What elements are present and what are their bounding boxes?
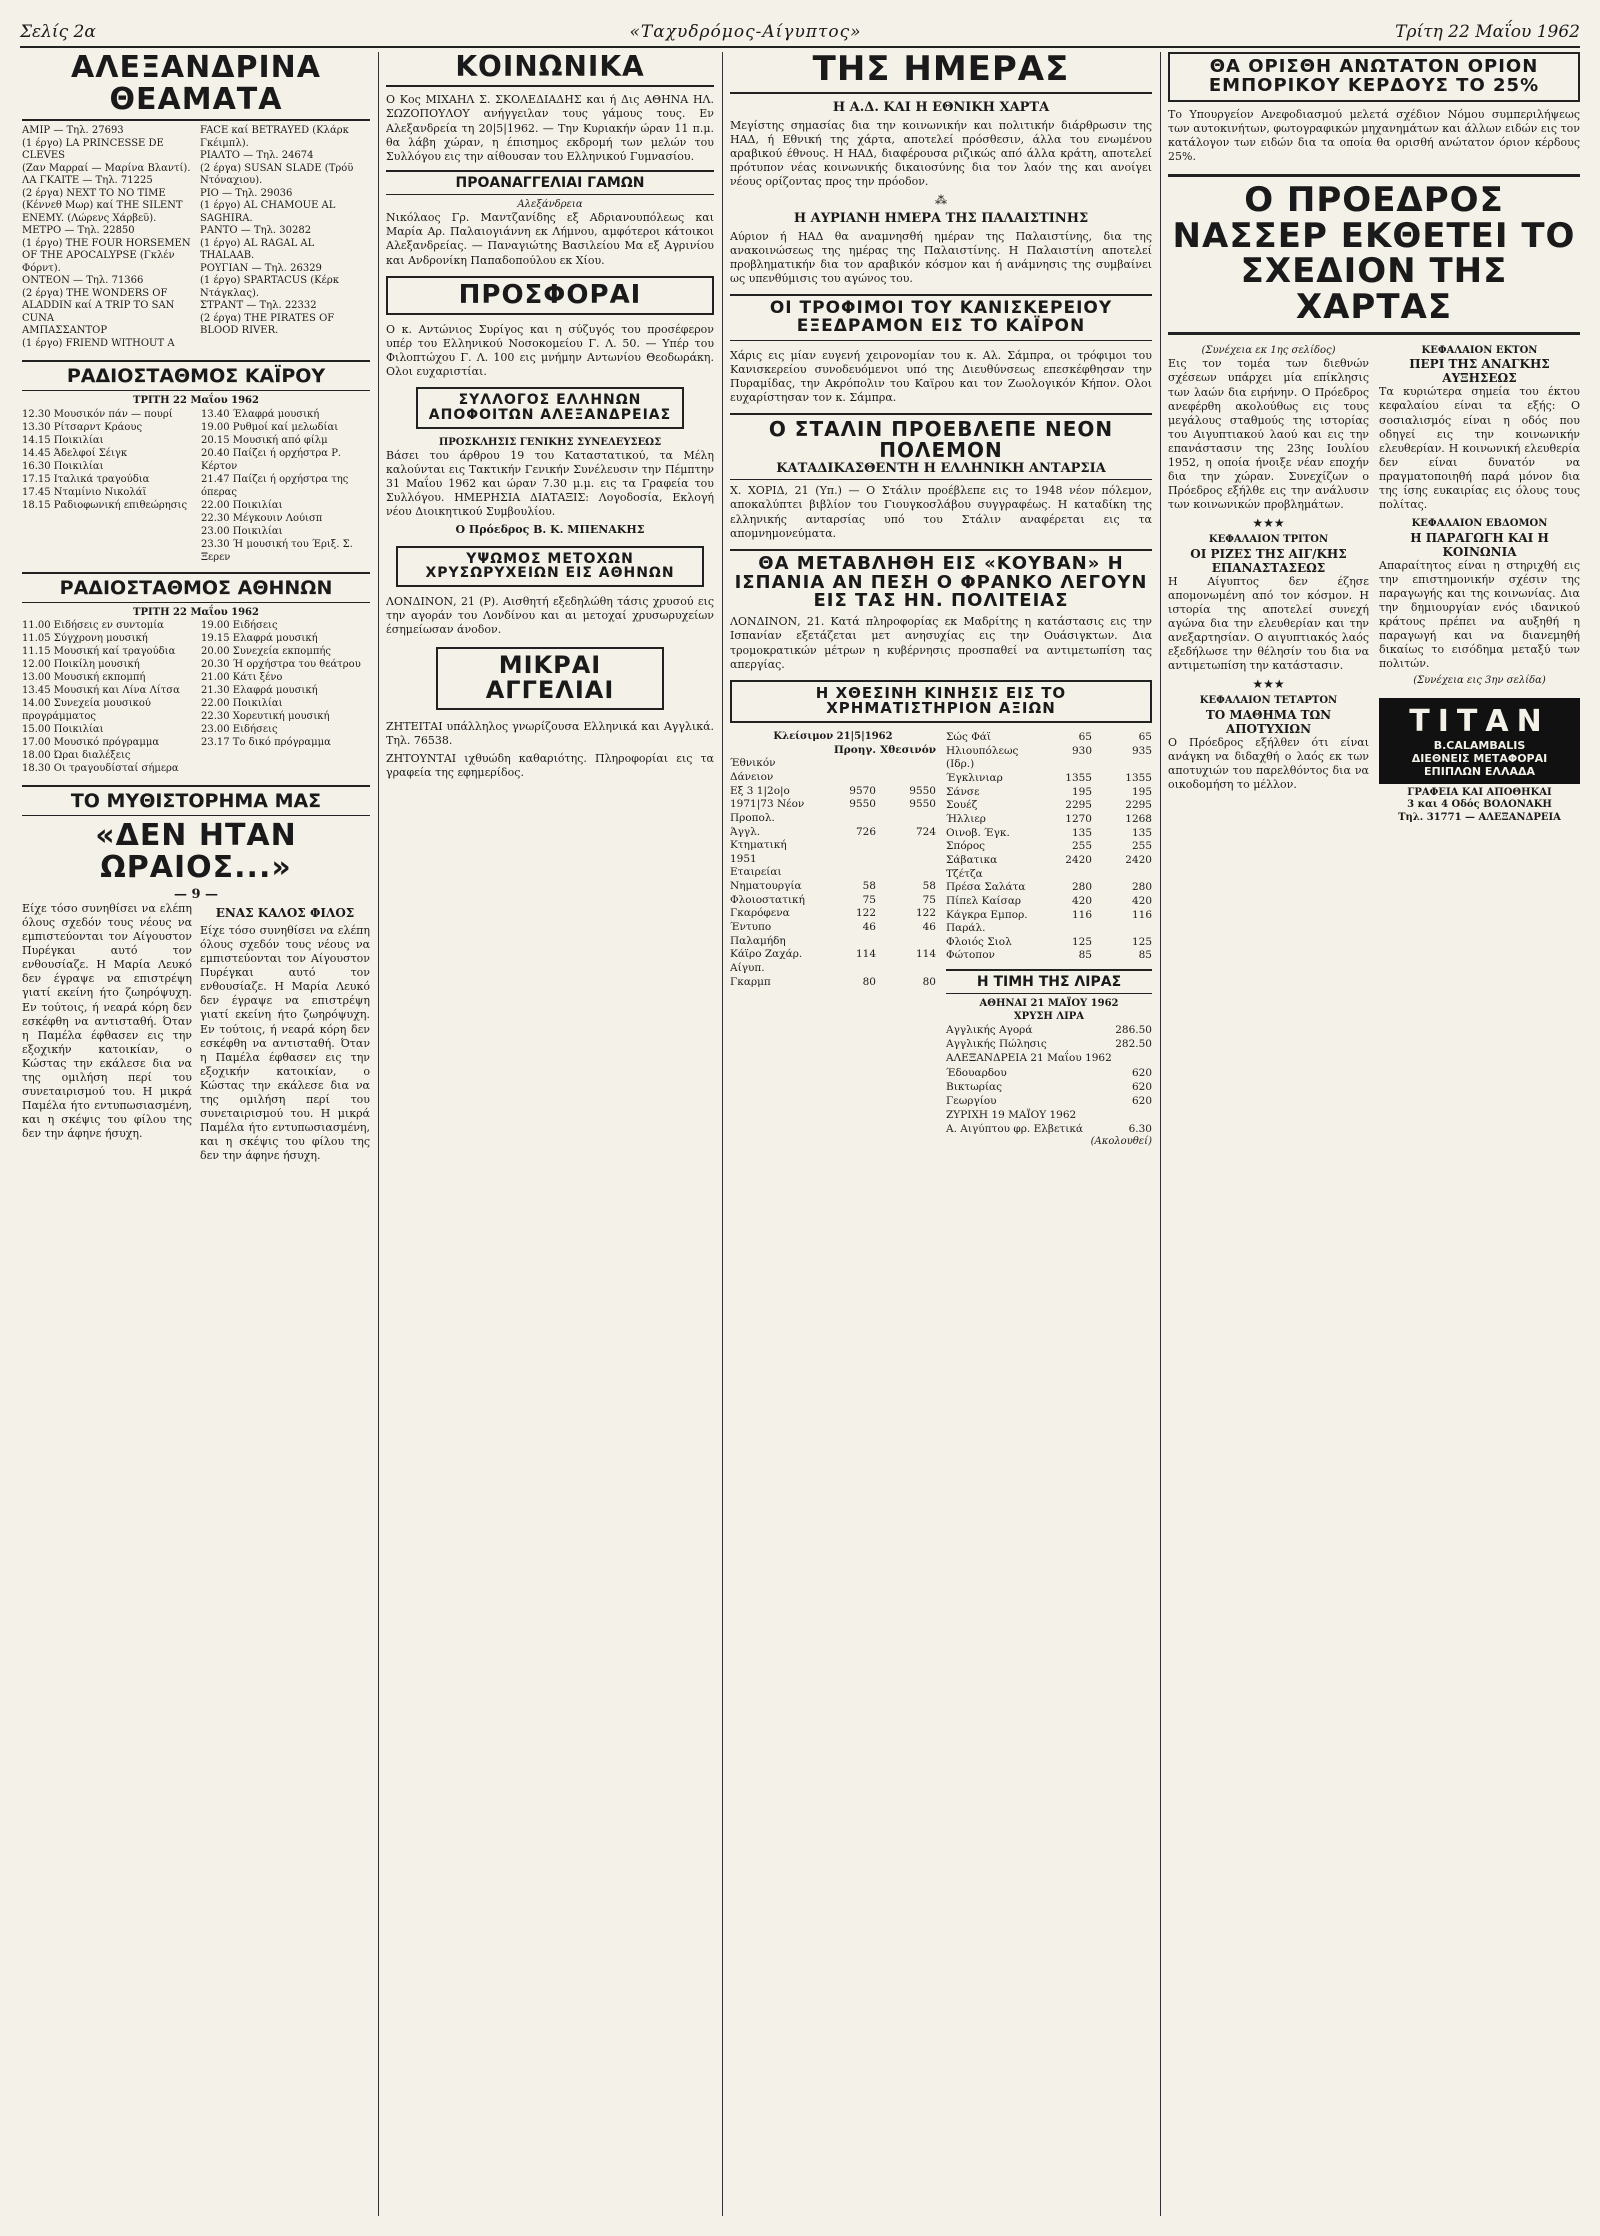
novel-part: — 9 — xyxy=(173,887,219,902)
table-cell: 85 xyxy=(1078,949,1092,962)
theatre-entry: ΡΙΑΛΤΟ — Τηλ. 24674 xyxy=(200,150,314,161)
table-row xyxy=(946,1051,1152,1065)
radio-program-item: 14.00 Συνεχεία μουσικού προγράμματος xyxy=(22,698,152,722)
theatre-entry: ΛΑ ΓΚΑΙΤΕ — Τηλ. 71225 xyxy=(22,175,153,186)
theatre-entry: ΡΟΥΓΙΑΝ — Τηλ. 26329 xyxy=(200,262,322,274)
separator-mark: ★★★ xyxy=(1252,677,1285,692)
table-cell: 46 xyxy=(862,921,876,934)
table-cell: 125 xyxy=(1071,935,1092,948)
radio-program-item: 20.30 Ή ορχήστρα του θεάτρου xyxy=(201,659,361,670)
table-cell: Έγκλινιαρ xyxy=(946,772,1003,785)
table-cell: 58 xyxy=(922,880,936,893)
column-day xyxy=(730,52,1152,2224)
separator-mark: ⁂ xyxy=(935,193,947,208)
table-cell: Εταιρείαι xyxy=(730,866,782,879)
table-row xyxy=(946,854,1152,881)
cuba-heading: ΘΑ ΜΕΤΑΒΛΗΘΗ ΕΙΣ «ΚΟΥΒΑΝ» Η ΙΣΠΑΝΙΑ ΑΝ ΠΕΣΗ Ο ΦΡΑΝΚΟ ΛΕΓΟΥΝ ΕΙΣ ΤΑΣ ΗΝ. ΠΟΛΙΤΕΙΑΣ xyxy=(730,549,1152,612)
table-cell: 2295 xyxy=(1125,799,1152,812)
table-row xyxy=(946,895,1152,909)
table-cell: Σάβατικα Τζέτζα xyxy=(946,853,998,880)
table-cell: 724 xyxy=(915,825,936,838)
novel-text-continued: Είχε τόσο συνηθίσει να ελέπη όλους σχεδόν τους νέους να εμπιστεύονται τον Αίγουστον Πυρέγκαι αυτό τον ενθουσίαζε. Η Μαρία Λευκό δεν έγραψε να επιστρέψη γιατί εκείνη ήτο ζωηρόψυχη. Εν τούτοις, ή νεαρά κόρη δεν εσκέφθη να αντισταθή. Όταν η Παμέλα έφθασεν εις την εξοχικήν κατοικίαν, ο Κώστας την εκάλεσε δια να της ομιλήση περί του συνεταιρισμού του. Η μικρά Παμέλα ήτο εντυπωσιασμένη, και η σκέψις του φίλου της δεν την άφηνε ήσυχη. xyxy=(200,924,370,1163)
nasser-continued: (Συνέχεια εκ 1ης σελίδος) xyxy=(1201,344,1336,356)
column-rule xyxy=(722,52,723,2216)
chapter4-subheading: ΤΟ ΜΑΘΗΜΑ ΤΩΝ ΑΠΟΤΥΧΙΩΝ xyxy=(1205,707,1332,736)
offers-heading: ΠΡΟΣΦΟΡΑΙ xyxy=(386,276,714,315)
table-cell: Φλοιοστατική xyxy=(730,893,805,906)
titan-offices: ΓΡΑΦΕΙΑ ΚΑΙ ΑΠΟΘΗΚΑΙ xyxy=(1407,786,1552,798)
radio-program-item: 11.15 Μουσική καί τραγούδια xyxy=(22,646,176,657)
table-cell: ΑΛΕΞΑΝΔΡΕΙΑ 21 Μαΐου 1962 xyxy=(946,1052,1112,1065)
table-cell: 420 xyxy=(1071,894,1092,907)
theatre-entry: ΑΜΠΑΣΣΑΝΤΟΡ xyxy=(22,325,108,336)
engagements-heading: ΠΡΟΑΝΑΓΓΕΛΙΑΙ ΓΑΜΩΝ xyxy=(386,170,714,195)
canal-heading: ΟΙ ΤΡΟΦΙΜΟΙ ΤΟΥ ΚΑΝΙΣΚΕΡΕΙΟΥ ΕΞΕΔΡΑΜΟΝ ΕΙΣ ΤΟ ΚΑΪΡΟΝ xyxy=(730,294,1152,341)
titan-company: B.CALAMBALIS xyxy=(1433,738,1526,752)
gold-shares-text: ΛΟΝΔΙΝΟΝ, 21 (Ρ). Αισθητή εξεδηλώθη τάσις χρυσού εις την αγοράν του Λονδίνου και αι μετοχαί χρυσωρυχείων έσημείωσαν άνοδον. xyxy=(386,594,714,637)
table-cell: Αγγλικής Πώλησις xyxy=(946,1038,1047,1051)
table-row xyxy=(730,866,936,880)
table-cell: Γκαρόφενα xyxy=(730,907,790,920)
market-date: Κλείσιμον 21|5|1962 xyxy=(773,731,893,743)
table-cell: 75 xyxy=(922,893,936,906)
radio-program-item: 12.00 Ποικίλη μουσική xyxy=(22,659,140,670)
radio-program-item: 13.45 Μουσική και Λίνα Λίτσα xyxy=(22,685,180,696)
table-row xyxy=(730,798,936,825)
table-cell: 282.50 xyxy=(1115,1038,1152,1051)
radio-program-item: 14.15 Ποικιλίαι xyxy=(22,434,104,446)
table-cell: Γεωργίου xyxy=(946,1094,997,1107)
theatre-entry: ΡΙΟ — Τηλ. 29036 xyxy=(200,187,293,199)
pound-date: ΑΘΗΝΑΙ 21 ΜΑΪΟΥ 1962 xyxy=(979,998,1119,1010)
radio-program-item: 13.30 Ρίτσαρντ Κράους xyxy=(22,421,143,433)
radio-program-item: 20.40 Παίζει ή ορχήστρα Ρ. Κέρτον xyxy=(201,447,342,472)
table-cell xyxy=(816,866,876,880)
chapter4-text: Ο Πρόεδρος εξήλθεν ότι είναι ανάγκη να διδαχθή ο λαός εκ των αποτυχιών του παρελθόντος δια να οικοδομήση το μέλλον. xyxy=(1168,735,1369,791)
radio-athens-heading: ΡΑΔΙΟΣΤΑΘΜΟΣ ΑΘΗΝΩΝ xyxy=(22,572,370,603)
theatre-entry: (2 έργα) THE WONDERS OF ALADDIN καί A TRIP TO SAN CUNA xyxy=(22,287,175,324)
radio-program-item: 22.30 Μέγκουιν Λούισπ xyxy=(201,512,323,524)
table-cell: Έντυπο Παλαμήδη xyxy=(730,921,786,947)
column-social xyxy=(386,52,714,2224)
association-subheading: ΠΡΟΣΚΛΗΣΙΣ ΓΕΝΙΚΗΣ ΣΥΝΕΛΕΥΣΕΩΣ xyxy=(438,436,662,448)
theatre-entry: (2 έργα) SUSAN SLADE (Τρόϋ Ντόναχιου). xyxy=(200,162,354,186)
chapter4-heading: ΚΕΦΑΛΑΙΟΝ ΤΕΤΑΡΤΟΝ xyxy=(1199,695,1338,707)
radio-program-item: 11.05 Σύγχρονη μουσική xyxy=(22,633,148,644)
radio-program-item: 19.00 Ρυθμοί καί μελωδίαι xyxy=(201,421,339,433)
radio-program-item: 23.17 Το δικό πρόγραμμα xyxy=(201,737,331,748)
table-row xyxy=(730,880,936,894)
theatre-entry: ΑΜΙΡ — Τηλ. 27693 xyxy=(22,125,124,136)
radio-program-item: 22.30 Χορευτική μουσική xyxy=(201,711,330,722)
table-row xyxy=(946,840,1152,854)
table-cell: 620 xyxy=(1131,1094,1152,1107)
ceiling-heading: ΘΑ ΟΡΙΣΘΗ ΑΝΩΤΑΤΟΝ ΟΡΙΟΝ ΕΜΠΟΡΙΚΟΥ ΚΕΡΔΟΥΣ ΤΟ 25% xyxy=(1168,52,1580,102)
table-cell: 122 xyxy=(915,907,936,920)
radio-program-item: 20.00 Συνεχεία εκπομπής xyxy=(201,646,331,657)
table-cell: 2295 xyxy=(1065,799,1092,812)
radio-athens-list-a xyxy=(22,619,191,775)
classifieds-heading: ΜΙΚΡΑΙ ΑΓΓΕΛΙΑΙ xyxy=(436,647,664,709)
table-row xyxy=(946,745,1152,772)
table-cell: 280 xyxy=(1131,881,1152,894)
table-cell: Σώς Φάϊ xyxy=(946,731,992,744)
chapter3-subheading: ΟΙ ΡΙΖΕΣ ΤΗΣ ΑΙΓ/ΚΗΣ ΕΠΑΝΑΣΤΑΣΕΩΣ xyxy=(1190,546,1347,575)
market-heading: Η ΧΘΕΣΙΝΗ ΚΙΝΗΣΙΣ ΕΙΣ ΤΟ ΧΡΗΜΑΤΙΣΤΗΡΙΟΝ ΑΞΙΩΝ xyxy=(730,680,1152,724)
theatre-entry: (1 έργο) AL RAGAL AL THALAAB. xyxy=(200,237,315,261)
table-cell: 930 xyxy=(1071,744,1092,757)
radio-program-item: 19.00 Ειδήσεις xyxy=(201,620,278,631)
table-cell: 280 xyxy=(1071,881,1092,894)
table-row xyxy=(946,827,1152,841)
issue-date: Τρίτη 22 Μαΐου 1962 xyxy=(1395,22,1580,42)
novel-text: Είχε τόσο συνηθίσει να ελέπη όλους σχεδόν τους νέους να εμπιστεύονται τον Αίγουστον Πυρέγκαι αυτό τον ενθουσίαζε. Η Μαρία Λευκό δεν έγραψε να επιστρέψη γιατί εκείνη ήτο ζωηρόψυχη. Εν τούτοις, ή νεαρά κόρη δεν εσκέφθη να αντισταθή. Όταν η Παμέλα έφθασεν εις την εξοχικήν κατοικίαν, ο Κώστας την εκάλεσε δια να της ομιλήση περί του συνεταιρισμού του. Η μικρά Παμέλα ήτο εντυπωσιασμένη, και η σκέψις του φίλου της δεν την άφηνε ήσυχη. xyxy=(22,902,192,1141)
theatre-entry: (2 έργα) NEXT TO NO TIME xyxy=(22,187,166,199)
theatre-entry: (Ζαν Μαρραί — Μαρίνα Βλαντί). xyxy=(22,162,191,174)
table-cell: Αγγλικής Αγορά xyxy=(946,1024,1033,1037)
theatre-entry: (1 έργο) SPARTACUS (Κέρκ Ντάγκλας). xyxy=(200,275,339,299)
radio-program-item: 19.15 Ελαφρά μουσική xyxy=(201,633,318,644)
table-row xyxy=(946,772,1152,786)
radio-program-item: 16.30 Ποικιλίαι xyxy=(22,460,104,472)
table-cell: Βικτωρίας xyxy=(946,1080,1003,1093)
table-row xyxy=(730,921,936,948)
masthead xyxy=(20,18,1580,48)
stalin-heading: Ο ΣΤΑΛΙΝ ΠΡΟΕΒΛΕΠΕ ΝΕΟΝ ΠΟΛΕΜΟΝ xyxy=(730,413,1152,461)
radio-program-item: 13.40 Έλαφρά μουσική xyxy=(201,408,320,420)
radio-program-item: 13.00 Μουσική εκπομπή xyxy=(22,672,146,683)
chapter6-text: Τα κυριώτερα σημεία του έκτου κεφαλαίου είναι τα εξής: Ο σοσιαλισμός είναι η οδός που οδηγεί εις την κοινωνικήν ελευθερίαν. Η κοινωνική ελευθερία δεν είναι δυνατόν να πραγματοποιηθή παρά μόνον δια της ίσης ευκαιρίας εις όλους τους πολίτας. xyxy=(1379,385,1580,511)
radio-program-item: 18.00 Ώραι διαλέξεις xyxy=(22,750,131,761)
table-row xyxy=(946,731,1152,745)
table-cell: ΖΥΡΙΧΗ 19 ΜΑΪΟΥ 1962 xyxy=(946,1109,1077,1122)
association-heading: ΣΥΛΛΟΓΟΣ ΕΛΛΗΝΩΝ ΑΠΟΦΟΙΤΩΝ ΑΛΕΞΑΝΔΡΕΙΑΣ xyxy=(416,387,684,428)
table-cell xyxy=(816,757,876,784)
radio-program-item: 22.00 Ποικιλίαι xyxy=(201,499,283,511)
chapter3-text: Η Αίγυπτος δεν έζησε απομονωμένη από τον κόσμον. Η ιστορία της αποτελεί συνεχή αγώνα δια την ελευθερίαν και την ανεξαρτησίαν. Ο αιγυπτιακός λαός εξεδήλωσε την θέλησίν του δια να αντιμετωπίση την κατάστασιν. xyxy=(1168,574,1369,673)
table-cell: 135 xyxy=(1131,826,1152,839)
table-cell: 420 xyxy=(1131,894,1152,907)
radio-program-item: 17.45 Νταμίνιο Νικολάϊ xyxy=(22,486,147,498)
radio-athens-list-b xyxy=(201,619,370,775)
nasser-body xyxy=(1168,345,1580,824)
day-article1-text: Μεγίστης σημασίας δια την κοινωνικήν και πολιτικήν διάρθρωσιν της ΗΑΔ, ή Εθνική της χάρτα, αποτελεί πρόσθεσιν, άλλα του ενωμένου αραβικού έθνους. Η ΗΑΔ, διαφέρουσα ριζικώς από άλλα κράτη, αποτελεί πρότυπον νέας κοινωνικής δικαιοσύνης δια τον λαόν της και ανοίγει νέους ορίζοντας προς την πρόοδον. xyxy=(730,118,1152,188)
theatre-entry: (1 έργο) AL CHAMOUE AL SAGHIRA. xyxy=(200,200,336,224)
table-row xyxy=(730,894,936,908)
novel-body xyxy=(22,902,370,1163)
table-row xyxy=(730,757,936,784)
radio-program-item: 22.00 Ποικιλίαι xyxy=(201,698,283,709)
table-cell: 2420 xyxy=(1125,853,1152,866)
table-cell: 255 xyxy=(1131,840,1152,853)
titan-address: 3 και 4 Οδός ΒΟΛΟΝΑΚΗ xyxy=(1407,799,1552,811)
radio-cairo-list-b xyxy=(201,408,370,564)
table-header-cell xyxy=(730,744,816,758)
table-cell: 75 xyxy=(862,893,876,906)
table-cell: Πίπελ Καίσαρ xyxy=(946,894,1022,907)
titan-phone: Τηλ. 31771 — ΑΛΕΞΑΝΔΡΕΙΑ xyxy=(1398,811,1561,823)
table-cell: 125 xyxy=(1131,935,1152,948)
radio-program-item: 17.15 Ιταλικά τραγούδια xyxy=(22,473,150,485)
newspaper-title: «Ταχυδρόμος-Αίγυπτος» xyxy=(629,22,862,42)
social-heading: ΚΟΙΝΩΝΙΚΑ xyxy=(386,52,714,87)
table-cell: Α. Αιγύπτου φρ. Ελβετικά xyxy=(946,1123,1083,1136)
table-cell: 116 xyxy=(1131,908,1152,921)
table-cell: 1270 xyxy=(1065,813,1092,826)
table-header-cell: Χθεσινόν xyxy=(880,743,936,756)
table-cell: 2420 xyxy=(1065,853,1092,866)
table-cell: 9550 xyxy=(909,784,936,797)
table-row xyxy=(946,949,1152,963)
novel-section-heading: ΤΟ ΜΥΘΙΣΤΟΡΗΜΑ ΜΑΣ xyxy=(22,785,370,816)
theatres-list-left xyxy=(22,125,192,350)
table-cell: 65 xyxy=(1078,731,1092,744)
chapter7-text: Απαραίτητος είναι η στηριχθή εις την επιστημονικήν σχέσιν της παραγωγής και της κοινωνίας. Δια την δημιουργίαν ενός ιδανικού κράτους πρέπει να αυξηθή η παραγωγή και να διανεμηθή δικαίως το εισόδημα μεταξύ των πολιτών. xyxy=(1379,558,1580,671)
table-cell: 46 xyxy=(922,921,936,934)
table-cell: Άγγλ. Κτηματική 1951 xyxy=(730,825,787,865)
continued-note: (Συνέχεια εις 3ην σελίδα) xyxy=(1413,675,1546,687)
table-cell: 9570 xyxy=(849,784,876,797)
radio-program-item: 23.00 Ποικιλίαι xyxy=(201,525,283,537)
radio-program-item: 23.30 Ή μουσική του Έριξ. Σ. Ξερεν xyxy=(201,538,353,563)
titan-advertisement xyxy=(1379,698,1580,784)
table-row xyxy=(946,881,1152,895)
table-cell: 122 xyxy=(855,907,876,920)
table-row xyxy=(730,826,936,867)
ceiling-text: Το Υπουργείον Ανεφοδιασμού μελετά σχέδιον Νόμου συμπεριλήψεως των αυτοκινήτων, φωτογραφικών μηχανημάτων και άλλων ειδών εις τον κατάλογον των ειδών δια τα οποία θα ορισθή ανώτατον όριον κέρδους 25%. xyxy=(1168,107,1580,164)
table-row xyxy=(946,1037,1152,1051)
table-cell: 195 xyxy=(1131,785,1152,798)
radio-program-item: 11.00 Ειδήσεις εν συντομία xyxy=(22,620,164,631)
column-nasser xyxy=(1168,52,1580,2224)
table-row xyxy=(730,976,936,990)
page-number: Σελίς 2α xyxy=(20,22,96,42)
radio-athens-schedule xyxy=(22,619,370,775)
radio-program-item: 23.00 Ειδήσεις xyxy=(201,724,278,735)
table-cell: 935 xyxy=(1131,744,1152,757)
association-text: Βάσει του άρθρου 19 του Καταστατικού, τα Μέλη καλούνται εις Τακτικήν Γενικήν Συνέλευσιν την Πέμπτην 31 Μαΐου 1962 και ώραν 7.30 μ.μ. εις τα Γραφεία του Συλλόγου. ΗΜΕΡΗΣΙΑ ΔΙΑΤΑΞΙΣ: Λογοδοσία, Εκλογή νέου Διοικητικού Συμβουλίου. xyxy=(386,449,714,519)
table-cell: 116 xyxy=(1071,908,1092,921)
table-cell: 114 xyxy=(855,948,876,961)
table-cell: 195 xyxy=(1071,785,1092,798)
titan-service-2: ΕΠΙΠΛΩΝ ΕΛΛΑΔΑ xyxy=(1424,764,1535,778)
table-cell: 6.30 xyxy=(1128,1123,1152,1136)
offers-text: Ο κ. Αντώνιος Συρίγος και η σύζυγός του προσέφερον υπέρ του Ελληνικού Νοσοκομείου Γ. Λ. 50. — Υπέρ του Φιλοπτώχου Γ. Λ. 100 εις μνήμην Αντωνίου Θεοδωράκη. Ολοι ευχαριστίαι. xyxy=(386,322,714,379)
social-text: Ο Κος ΜΙΧΑΗΛ Σ. ΣΚΟΛΕΔΙΑΔΗΣ και ή Δις ΑΘΗΝΑ ΗΛ. ΣΩΖΟΠΟΥΛΟΥ ανήγγειλαν τους γάμους τους. Εν Αλεξανδρεία τη 20|5|1962. — Την Κυριακήν ώραν 11 π.μ. θα λάβη χώραν, η έπισημος εκδρομή των μελών του Συλλόγου εις την αίθουσαν του Ελληνικού Γυμνασίου. xyxy=(386,93,714,163)
table-cell: Ηλιουπόλεως (Ιδρ.) xyxy=(946,744,1019,771)
canal-text: Χάρις εις μίαν ευγενή χειρονομίαν του κ. Αλ. Σάμπρα, οι τρόφιμοι του Κανισκερείου συνοδευόμενοι υπό της Διευθύνσεως επεσκέφθησαν την Πυραμίδας, την Ακρόπολιν του Καϊρου και τον Ζωολογικόν Κήπον. Ολοι ευχαρίστησαν τον κ. Σάμπρα. xyxy=(730,349,1152,405)
theatre-entry: (1 έργο) FRIEND WITHOUT A xyxy=(22,337,175,349)
table-row xyxy=(946,1122,1152,1136)
column-theatres-radio-novel xyxy=(22,52,370,2224)
theatre-entry: (Κέννεθ Μωρ) καί THE SILENT ENEMY. (Λώρενς Χάρβεϋ). xyxy=(22,200,183,224)
radio-program-item: 12.30 Μουσικόν πάν — πουρί xyxy=(22,408,173,420)
pound-subheading: ΧΡΥΣΗ ΛΙΡΑ xyxy=(1013,1010,1085,1022)
novel-subhead: ΕΝΑΣ ΚΑΛΟΣ ΦΙΛΟΣ xyxy=(215,906,355,920)
table-cell: 65 xyxy=(1138,731,1152,744)
table-cell: Πρέσα Σαλάτα xyxy=(946,881,1026,894)
table-row xyxy=(946,1108,1152,1122)
day-article1-head: Η Α.Δ. ΚΑΙ Η ΕΘΝΙΚΗ ΧΑΡΤΑ xyxy=(832,99,1050,115)
table-cell: 620 xyxy=(1131,1066,1152,1079)
table-cell: Φώτοπον xyxy=(946,949,995,962)
radio-program-item: 21.30 Ελαφρά μουσική xyxy=(201,685,318,696)
stalin-text: Χ. ΧΟΡΙΔ, 21 (Υπ.) — Ο Στάλιν προέβλεπε εις το 1948 νέον πόλεμον, αποκαλύπτει βιβλίον του Γιουγκοσλάβου συγγραφέως. Η καταδίκη της ελληνικής ανταρσίας υπό του Στάλιν αναφέρεται εις τα απομνημονεύματα. xyxy=(730,484,1152,540)
table-cell: Ήλλιερ xyxy=(946,813,986,826)
table-cell: Σάνσε xyxy=(946,785,980,798)
table-cell: 9550 xyxy=(849,798,876,811)
pound-table xyxy=(946,1023,1152,1136)
table-row xyxy=(946,786,1152,800)
table-cell: 1268 xyxy=(1125,813,1152,826)
classified-ad: ΖΗΤΕΙΤΑΙ υπάλληλος γνωρίζουσα Ελληνικά και Αγγλικά. Τηλ. 76538. xyxy=(386,719,714,747)
radio-cairo-heading: ΡΑΔΙΟΣΤΑΘΜΟΣ ΚΑΪΡΟΥ xyxy=(22,360,370,391)
table-cell xyxy=(876,757,936,784)
nasser-heading: Ο ΠΡΟΕΔΡΟΣ ΝΑΣΣΕΡ ΕΚΘΕΤΕΙ ΤΟ ΣΧΕΔΙΟΝ ΤΗΣ ΧΑΡΤΑΣ xyxy=(1168,174,1580,335)
titan-service: ΔΙΕΘΝΕΙΣ ΜΕΤΑΦΟΡΑΙ xyxy=(1411,751,1548,765)
table-cell: Έδουαρδου xyxy=(946,1066,1007,1079)
theatre-entry: (1 έργο) LA PRINCESSE DE CLEVES xyxy=(22,137,164,161)
table-row xyxy=(946,1080,1152,1094)
table-cell: 80 xyxy=(922,975,936,988)
table-cell: 135 xyxy=(1071,826,1092,839)
day-article2-text: Αύριον ή ΗΑΔ θα αναμνησθή ημέραν της Παλαιστίνης, δια της ανακοινώσεως της ημέρας της Παλαιστίνης. Η Παλαιστίνη αποτελεί προβληματικήν δια τον αραβικόν κόσμον και ή ανάμνησις της συμβαίνει ως υπενθύμισις του αγώνος του. xyxy=(730,230,1152,286)
table-cell: 726 xyxy=(855,825,876,838)
table-cell: 9550 xyxy=(909,798,936,811)
table-cell: Οινοβ. Έγκ. xyxy=(946,826,1010,839)
table-cell: Εξ 3 1|2ο|ο xyxy=(730,784,790,797)
table-header xyxy=(730,744,936,758)
table-row xyxy=(946,799,1152,813)
chapter3-heading: ΚΕΦΑΛΑΙΟΝ ΤΡΙΤΟΝ xyxy=(1208,534,1329,546)
table-cell: Σουέζ xyxy=(946,799,978,812)
chapter7-heading: ΚΕΦΑΛΑΙΟΝ ΕΒΔΟΜΟΝ xyxy=(1411,518,1548,530)
radio-program-item: 18.30 Οι τραγουδίσταί σήμερα xyxy=(22,763,179,774)
radio-program-item: 17.00 Μουσικό πρόγραμμα xyxy=(22,737,160,748)
table-cell: 255 xyxy=(1071,840,1092,853)
radio-cairo-list-a xyxy=(22,408,191,564)
radio-program-item: 15.00 Ποικιλίαι xyxy=(22,724,104,735)
table-row xyxy=(946,909,1152,936)
day-article2-head: Η ΑΥΡΙΑΝΗ ΗΜΕΡΑ ΤΗΣ ΠΑΛΑΙΣΤΙΝΗΣ xyxy=(793,211,1089,227)
theatre-entry: FACE καί BETRAYED (Κλάρκ Γκέιμπλ). xyxy=(200,125,349,149)
theatre-entry: ΟΝΤΕΟΝ — Τηλ. 71366 xyxy=(22,275,144,286)
table-cell: Γκαρμπ xyxy=(730,975,771,988)
pound-heading: Η ΤΙΜΗ ΤΗΣ ΛΙΡΑΣ xyxy=(946,969,1152,994)
titan-logo: ΤΙΤΑΝ xyxy=(1409,703,1550,739)
theatre-entry: ΣΤΡΑΝΤ — Τηλ. 22332 xyxy=(200,300,317,311)
continued-note: (Ακολουθεί) xyxy=(1090,1136,1152,1148)
stalin-subheading: ΚΑΤΑΔΙΚΑΣΘΕΝΤΗ Η ΕΛΛΗΝΙΚΗ ΑΝΤΑΡΣΙΑ xyxy=(730,461,1152,480)
theatre-entry: ΜΕΤΡΟ — Τηλ. 22850 xyxy=(22,225,135,236)
classified-ad: ΖΗΤΟΥΝΤΑΙ ιχθυώδη καθαριότης. Πληροφορίαι εις τα γραφεία της εφημερίδος. xyxy=(386,751,714,779)
table-row xyxy=(946,813,1152,827)
chapter7-subheading: Η ΠΑΡΑΓΩΓΗ ΚΑΙ Η ΚΟΙΝΩΝΙΑ xyxy=(1410,530,1549,559)
stocks-table xyxy=(946,731,1152,963)
chapter6-heading: ΚΕΦΑΛΑΙΟΝ ΕΚΤΟΝ xyxy=(1421,344,1538,356)
radio-program-item: 18.15 Ραδιοφωνική επιθεώρησις xyxy=(22,499,188,511)
gold-shares-heading: ΥΨΩΜΟΣ ΜΕΤΟΧΩΝ ΧΡΥΣΩΡΥΧΕΙΩΝ ΕΙΣ ΑΘΗΝΩΝ xyxy=(396,546,704,587)
theatres-list-right xyxy=(200,125,370,350)
theatre-entry: (1 έργο) THE FOUR HORSEMEN OF THE APOCALYPSE (Γκλέν Φόρντ). xyxy=(22,237,191,274)
radio-cairo-date: ΤΡΙΤΗ 22 Μαΐου 1962 xyxy=(133,395,259,406)
table-cell: 85 xyxy=(1138,949,1152,962)
column-rule xyxy=(378,52,379,2216)
table-row xyxy=(730,907,936,921)
table-cell: 1971|73 Νέον Προπολ. xyxy=(730,798,805,824)
engagements-text: Νικόλαος Γρ. Μαντζανίδης εξ Αδριανουπόλεως και Μαρία Αρ. Παλαιογιάννη εκ Λήμνου, αμφότεροι κάτοικοι Αλεξανδρείας. — Παναγιώτης Βασιλείου Μα εξ Αγρινίου και Ανδρονίκη Παπαδοπούλου εκ Χίου. xyxy=(386,211,714,267)
table-row xyxy=(946,1066,1152,1080)
table-cell: Κάγκρα Εμπορ. Παράλ. xyxy=(946,908,1028,935)
table-cell: Κάϊρο Ζαχάρ. Αίγυπ. xyxy=(730,948,803,974)
theatre-entry: (2 έργα) THE PIRATES OF BLOOD RIVER. xyxy=(200,312,335,336)
separator-mark: ★★★ xyxy=(1252,516,1285,531)
day-heading: ΤΗΣ ΗΜΕΡΑΣ xyxy=(730,52,1152,94)
table-cell: 58 xyxy=(862,880,876,893)
column-rule xyxy=(1160,52,1161,2216)
table-cell: Νηματουργία xyxy=(730,880,802,893)
table-cell: 620 xyxy=(1131,1080,1152,1093)
table-cell: Φλοιός Σιολ xyxy=(946,935,1012,948)
radio-program-item: 21.47 Παίζει ή ορχήστρα της όπερας xyxy=(201,473,349,498)
table-row xyxy=(730,948,936,975)
table-cell: Έθνικόν Δάνειον xyxy=(730,757,776,783)
table-cell xyxy=(876,866,936,880)
table-row xyxy=(730,785,936,799)
theatres-heading: ΑΛΕΞΑΝΔΡΙΝΑ ΘΕΑΜΑΤΑ xyxy=(22,52,370,121)
theatre-entry: ΡΑΝΤΟ — Τηλ. 30282 xyxy=(200,225,312,236)
table-row xyxy=(946,936,1152,950)
table-cell: 286.50 xyxy=(1115,1024,1152,1037)
cuba-text: ΛΟΝΔΙΝΟΝ, 21. Κατά πληροφορίας εκ Μαδρίτης η κατάστασις εις την Ισπανίαν εξετάζεται μετ ανησυχίας εις την Ουάσιγκτων. Δια τρομοκρατικών μέτρων η κυβέρνησις προσπαθεί να αντιμετωπίση τας απεργίας. xyxy=(730,615,1152,671)
nasser-text: Εις τον τομέα των διεθνών σχέσεων υπάρχει μία επίκλησις των λαών δια ειρήνην. Ο Πρόεδρος ανεφέρθη ακολούθως εις τους μεγάλους σταθμούς της ιστορίας του Αιγυπτιακού λαού και εις την επανάστασιν της 23ης Ιουλίου 1952, η οποία ήνοιξε νέαν εποχήν δια την χώραν. Συνεχίζων ο Πρόεδρος εξήλθε εις την ανάλυσιν των κοινωνικών προβλημάτων. xyxy=(1168,357,1369,512)
table-cell: 114 xyxy=(915,948,936,961)
theatres-listing xyxy=(22,125,370,350)
market-tables xyxy=(730,731,1152,1149)
radio-program-item: 20.15 Μουσική από φίλμ xyxy=(201,434,328,446)
table-cell: 1355 xyxy=(1065,772,1092,785)
table-row xyxy=(946,1023,1152,1037)
table-cell: Σπόρος xyxy=(946,840,986,853)
engagements-city: Αλεξάνδρεια xyxy=(517,198,583,210)
association-signature: Ο Πρόεδρος Β. Κ. ΜΠΕΝΑΚΗΣ xyxy=(455,523,645,537)
table-cell: 80 xyxy=(862,975,876,988)
table-header-cell: Προηγ. xyxy=(833,743,876,756)
market-table xyxy=(730,744,936,990)
novel-title: «ΔΕΝ ΗΤΑΝ ΩΡΑΙΟΣ...» xyxy=(95,818,297,885)
radio-program-item: 14.45 Άδελφοί Σέιγκ xyxy=(22,447,128,459)
table-cell: 1355 xyxy=(1125,772,1152,785)
radio-athens-date: ΤΡΙΤΗ 22 Μαΐου 1962 xyxy=(133,606,259,618)
table-row xyxy=(946,1094,1152,1108)
chapter6-subheading: ΠΕΡΙ ΤΗΣ ΑΝΑΓΚΗΣ ΑΥΞΗΣΕΩΣ xyxy=(1409,357,1550,386)
classifieds-list xyxy=(386,720,714,780)
radio-cairo-schedule xyxy=(22,408,370,564)
radio-program-item: 21.00 Κάτι ξένο xyxy=(201,672,283,683)
